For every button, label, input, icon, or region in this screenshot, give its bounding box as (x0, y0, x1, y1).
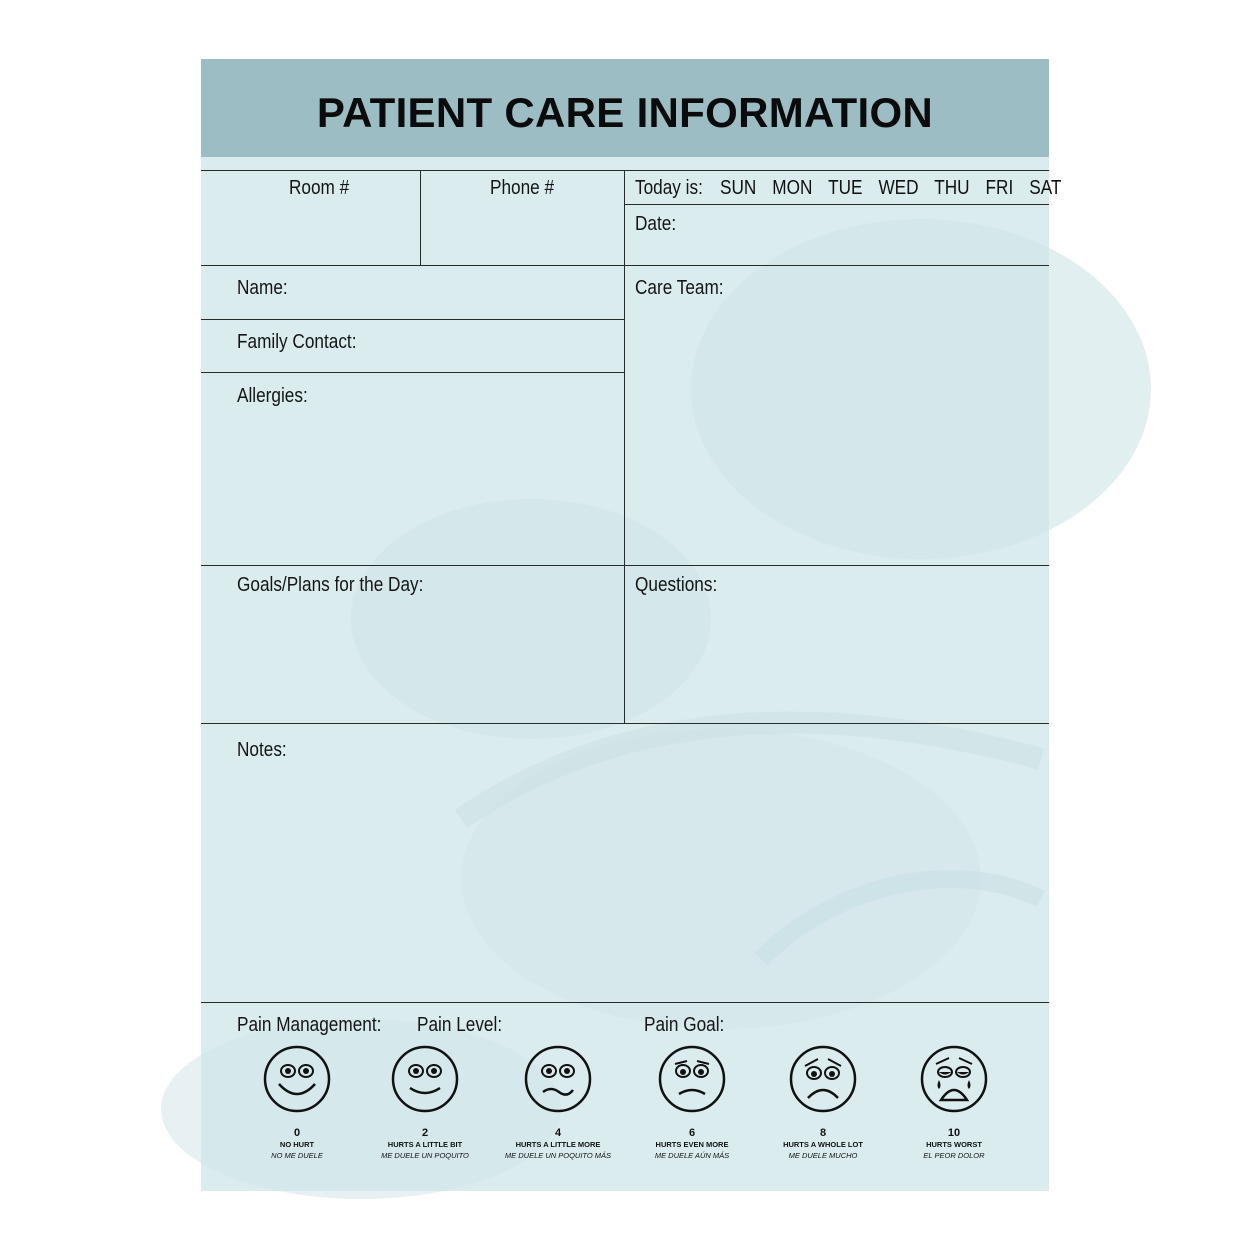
phone-label: Phone # (490, 177, 555, 199)
goals-label: Goals/Plans for the Day: (237, 574, 424, 596)
pain-desc-en: HURTS EVEN MORE (655, 1140, 729, 1149)
pain-face-10[interactable] (874, 1044, 1034, 1160)
pain-desc-es: ME DUELE AÚN MÁS (654, 1151, 730, 1160)
slight-smile-face-icon (390, 1044, 460, 1114)
divider (624, 170, 625, 723)
pain-desc-en: HURTS WORST (926, 1140, 982, 1149)
pain-level-label: Pain Level: (417, 1014, 503, 1036)
day-wed[interactable]: WED (878, 177, 919, 199)
divider (201, 565, 1049, 566)
family-contact-label: Family Contact: (237, 331, 357, 353)
day-thu[interactable]: THU (934, 177, 970, 199)
pain-desc-es: ME DUELE MUCHO (788, 1151, 858, 1160)
divider (201, 265, 1049, 266)
pain-desc-en: HURTS A LITTLE BIT (387, 1140, 463, 1149)
divider (201, 372, 625, 373)
pain-value: 8 (819, 1127, 827, 1139)
neutral-face-icon (523, 1044, 593, 1114)
pain-desc-en: HURTS A WHOLE LOT (783, 1140, 863, 1149)
divider (625, 204, 1049, 205)
day-sun[interactable]: SUN (720, 177, 757, 199)
pain-value: 0 (293, 1127, 301, 1139)
pain-management-label: Pain Management: (237, 1014, 382, 1036)
allergies-label: Allergies: (237, 385, 308, 407)
divider (201, 170, 1049, 171)
pain-goal-label: Pain Goal: (644, 1014, 725, 1036)
page-title: PATIENT CARE INFORMATION (316, 89, 934, 136)
name-label: Name: (237, 277, 288, 299)
sad-face-icon (788, 1044, 858, 1114)
care-team-label: Care Team: (635, 277, 724, 299)
pain-desc-es: ME DUELE UN POQUITO MÁS (504, 1151, 612, 1160)
divider (420, 170, 421, 265)
pain-value: 10 (947, 1127, 961, 1139)
today-is-label: Today is: (635, 177, 703, 199)
divider (201, 1002, 1049, 1003)
day-mon[interactable]: MON (772, 177, 813, 199)
frowning-face-icon (657, 1044, 727, 1114)
day-tue[interactable]: TUE (828, 177, 863, 199)
notes-label: Notes: (237, 739, 287, 761)
pain-value: 6 (688, 1127, 696, 1139)
date-label: Date: (635, 213, 677, 235)
pain-desc-es: EL PEOR DOLOR (923, 1151, 985, 1160)
pain-desc-es: NO ME DUELE (271, 1151, 323, 1160)
pain-value: 2 (421, 1127, 429, 1139)
room-label: Room # (289, 177, 350, 199)
weekday-list (720, 177, 1073, 200)
smiling-face-icon (262, 1044, 332, 1114)
pain-desc-es: ME DUELE UN POQUITO (381, 1151, 469, 1160)
crying-face-icon (919, 1044, 989, 1114)
pain-value: 4 (554, 1127, 562, 1139)
pain-desc-en: HURTS A LITTLE MORE (515, 1140, 601, 1149)
divider (201, 723, 1049, 724)
patient-care-sheet (201, 59, 1062, 1191)
day-sat[interactable]: SAT (1029, 177, 1062, 199)
questions-label: Questions: (635, 574, 718, 596)
divider (201, 319, 625, 320)
pain-desc-en: NO HURT (279, 1140, 315, 1149)
day-fri[interactable]: FRI (985, 177, 1014, 199)
